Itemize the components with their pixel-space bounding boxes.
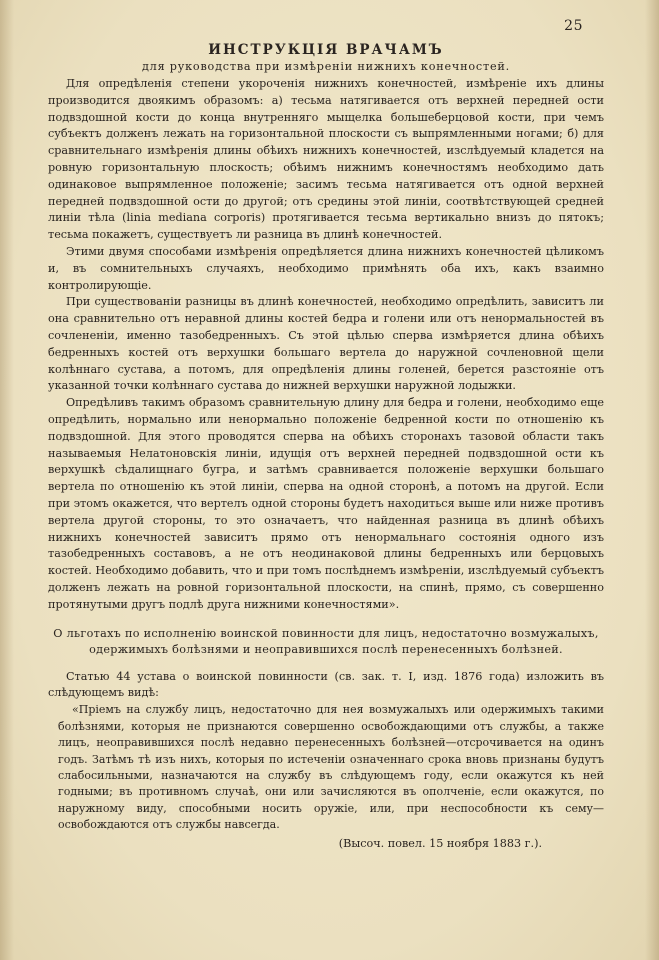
paragraph-two-methods: Этими двумя способами измѣренія опредѣляется длина нижнихъ конечностей цѣликомъ и, въ сомнительныхъ случаяхъ, необходимо примѣнять оба ихъ, какъ взаимно контролирующіе. — [48, 244, 604, 292]
document-title: ИНСТРУКЦІЯ ВРАЧАМЪ — [208, 42, 444, 58]
page-edge-shadow-left — [0, 0, 14, 960]
page-edge-shadow-right — [645, 0, 659, 960]
paragraph-measurement-methods: Для опредѣленія степени укороченія нижнихъ конечностей, измѣреніе ихъ длины производится двоякимъ образомъ: а) тесьма натягивается отъ верхней передней ости подвздошной кости до конца внутренняго мыщелка большеберцовой кости, при чемъ субъектъ долженъ лежать на горизонтальной плоскости съ выпрямленными ногами; б) для сравнительнаго измѣренія длины обѣихъ нижнихъ конечностей, изслѣдуемый кладется на ровную горизонтальную плоскость; обѣимъ нижнимъ конечностямъ необходимо дать одинаковое выпрямленное положеніе; засимъ тесьма натягивается отъ одной верхней передней подвздошной ости до другой; отъ средины этой линіи, соотвѣтствующей средней линіи тѣла (linia mediana corporis) протягивается тесьма вертикально внизъ до пятокъ; тесьма покажетъ, существуетъ ли разница въ длинѣ конечностей. — [48, 77, 604, 242]
statute-quote: «Пріемъ на службу лицъ, недостаточно для нея возмужалыхъ или одержимыхъ такими болѣзнями, которыя не признаются совершенно освобождающими отъ службы, а также лицъ, неоправившихся послѣ недавно перенесенныхъ болѣзней—отсрочивается на одинъ годъ. Затѣмъ тѣ изъ нихъ, которыя по истеченіи означеннаго срока вновь признаны будутъ слабосильными, назначаются на службу въ слѣдующемъ году, если окажутся къ ней годными; въ противномъ случаѣ, они или зачисляются въ ополченіе, если окажутся, по наружному виду, способными носить оружіе, или, при неспособности къ сему—освобождаются отъ службы навсегда. — [58, 703, 604, 832]
document-subtitle: для руководства при измѣреніи нижнихъ конечностей. — [141, 60, 511, 73]
paragraph-nelaton-lines: Опредѣливъ такимъ образомъ сравнительную длину для бедра и голени, необходимо еще опредѣлить, нормально или ненормально положеніе бедренной кости по отношенію къ подвздошной. Для этого проводятся сперва на обѣихъ сторонахъ тазовой области такъ называемыя Нелатоновскія линіи, идущія отъ верхней передней подвздошной ости къ верхушкѣ сѣдалищнаго бугра, и затѣмъ сравнивается положеніе верхушки большаго вертела по отношенію къ этой линіи, сперва на одной сторонѣ, а потомъ на другой. Если при этомъ окажется, что вертелъ одной стороны будетъ находиться выше или ниже противъ вертела другой стороны, то это означаетъ, что найденная разница въ длинѣ обѣихъ нижнихъ конечностей зависитъ прямо отъ ненормальнаго состоянія одного изъ тазобедренныхъ составовъ, а не отъ неодинаковой длины бедренныхъ или берцовыхъ костей. Необходимо добавить, что и при томъ послѣднемъ измѣреніи, изслѣдуемый субъектъ долженъ лежать на ровной горизонтальной плоскости, на спинѣ, прямо, съ совершенно протянутыми другъ подлѣ друга нижними конечностями». — [48, 396, 604, 611]
page-number: 25 — [564, 18, 583, 34]
page-content — [48, 42, 604, 852]
section-heading: О льготахъ по исполненію воинской повинности для лицъ, недостаточно возмужалыхъ, одержимыхъ болѣзнями и неоправившихся послѣ перенесенныхъ болѣзней. — [53, 626, 599, 657]
decree-signature: (Высоч. повел. 15 ноября 1883 г.). — [338, 836, 542, 850]
statute-intro: Статью 44 устава о воинской повинности (св. зак. т. I, изд. 1876 года) изложить въ слѣдующемъ видѣ: — [48, 669, 604, 700]
paragraph-length-difference: При существованіи разницы въ длинѣ конечностей, необходимо опредѣлить, зависитъ ли она сравнительно отъ неравной длины костей бедра и голени или отъ ненормальностей въ сочлененіи, именно тазобедренныхъ. Съ этой цѣлью сперва измѣряется длина обѣихъ бедренныхъ костей отъ верхушки большаго вертела до наружной сочленовной щели колѣннаго сустава, а потомъ, для опредѣленія длины голеней, берется разстояніе отъ указанной точки колѣннаго сустава до нижней верхушки наружной лодыжки. — [48, 295, 604, 393]
